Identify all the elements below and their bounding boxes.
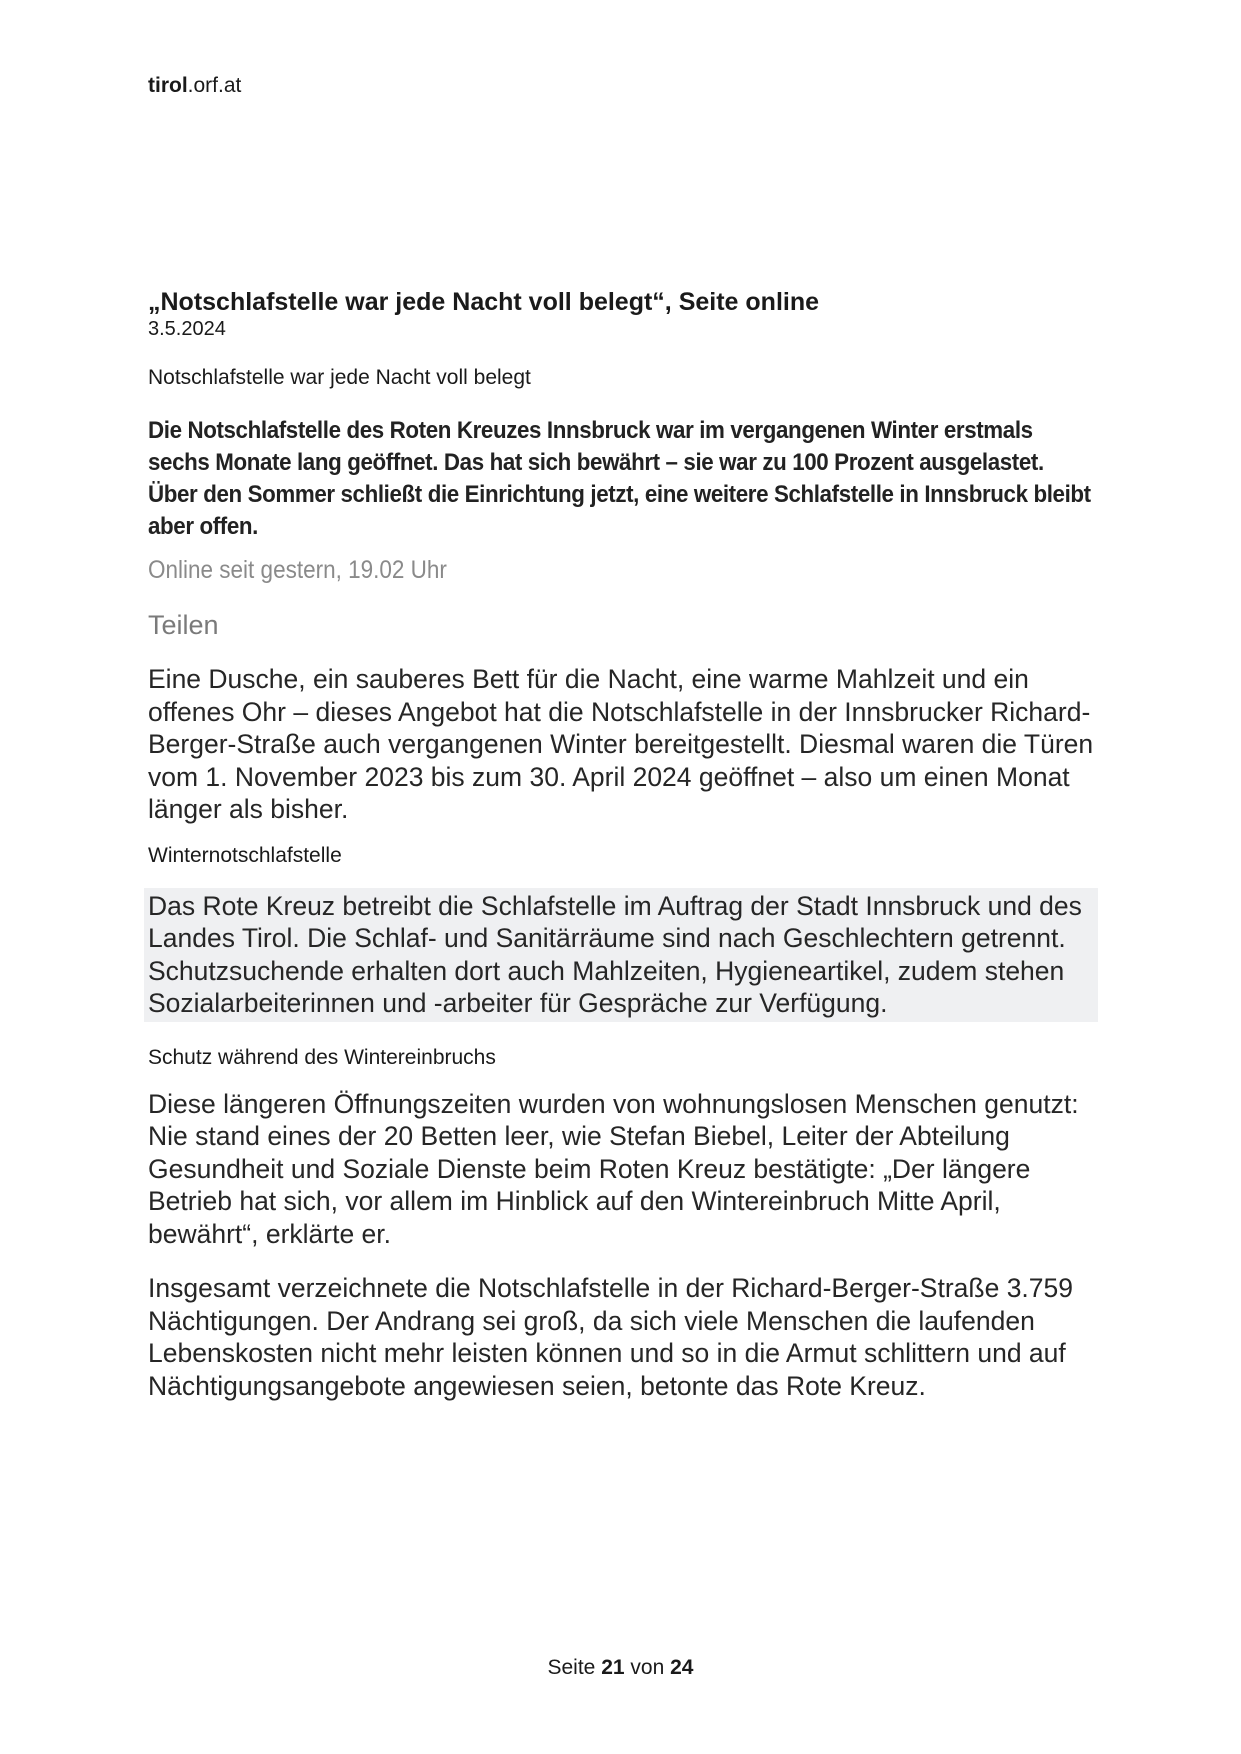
footer-prefix: Seite bbox=[547, 1656, 596, 1679]
page-footer bbox=[0, 1656, 1241, 1680]
article bbox=[148, 286, 1098, 1402]
subheading-wintereinbruch: Schutz während des Wintereinbruchs bbox=[148, 1045, 496, 1069]
footer-separator: von bbox=[630, 1656, 665, 1679]
total-pages-number: 24 bbox=[670, 1656, 694, 1679]
site-header bbox=[148, 74, 241, 98]
paragraph-3: Insgesamt verzeichnete die Notschlafstelle in der Richard-Berger-Straße 3.759 Nächtigungen. Der Andrang sei groß, da sich viele Menschen die laufenden Lebenskosten nicht mehr leisten können und so in die Armut schlittern und auf Nächtigungsangebote angewiesen seien, betonte das Rote Kreuz. bbox=[148, 1273, 1074, 1401]
article-date: 3.5.2024 bbox=[148, 318, 226, 340]
share-link[interactable]: Teilen bbox=[148, 610, 219, 640]
site-name-domain: .orf.at bbox=[187, 74, 242, 97]
info-box-paragraph: Das Rote Kreuz betreibt die Schlafstelle im Auftrag der Stadt Innsbruck und des Landes Tirol. Die Schlaf- und Sanitärräume sind nach Geschlechtern getrennt. Schutzsuchende erhalten dort auch Mahlzeiten, Hygieneartikel, zudem stehen Sozialarbeiterinnen und -arbeiter für Gespräche zur Verfügung. bbox=[144, 888, 1098, 1022]
online-since: Online seit gestern, 19.02 Uhr bbox=[148, 556, 447, 584]
article-lead: Die Notschlafstelle des Roten Kreuzes Innsbruck war im vergangenen Winter erstmals sechs Monate lang geöffnet. Das hat sich bewährt – sie war zu 100 Prozent ausgelastet. Über den Sommer schließt die Einrichtung jetzt, eine weitere Schlafstelle in Innsbruck bleibt aber offen. bbox=[148, 417, 1091, 540]
article-title: „Notschlafstelle war jede Nacht voll belegt“, Seite online bbox=[148, 288, 820, 316]
current-page-number: 21 bbox=[601, 1656, 625, 1679]
subheading-winternotschlafstelle: Winternotschlafstelle bbox=[148, 843, 342, 867]
paragraph-1: Eine Dusche, ein sauberes Bett für die Nacht, eine warme Mahlzeit und ein offenes Ohr – dieses Angebot hat die Notschlafstelle in der Innsbrucker Richard-Berger-Straße auch vergangenen Winter bereitgestellt. Diesmal waren die Türen vom 1. November 2023 bis zum 30. April 2024 geöffnet – also um einen Monat länger als bisher. bbox=[148, 664, 1094, 824]
site-name-bold: tirol bbox=[148, 74, 188, 97]
article-kicker: Notschlafstelle war jede Nacht voll belegt bbox=[148, 366, 531, 389]
paragraph-2: Diese längeren Öffnungszeiten wurden von wohnungslosen Menschen genutzt: Nie stand eines der 20 Betten leer, wie Stefan Biebel, Leiter der Abteilung Gesundheit und Soziale Dienste beim Roten Kreuz bestätigte: „Der längere Betrieb hat sich, vor allem im Hinblick auf den Wintereinbruch Mitte April, bewährt“, erklärte er. bbox=[148, 1088, 1079, 1249]
